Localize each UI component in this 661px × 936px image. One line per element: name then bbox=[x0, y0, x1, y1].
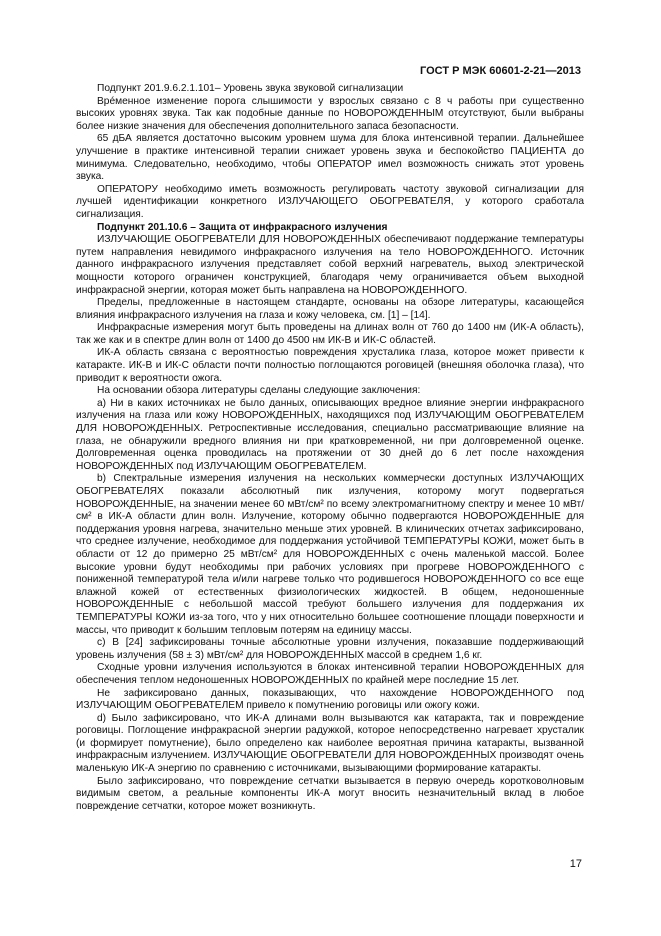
paragraph: Врéменное изменение порога слышимости у взрослых связано с 8 ч работы при существенно высоких уровнях звука. Так как подобные данные по НОВОРОЖДЕННЫМ отсутствуют, были выбраны более низкие значения для обеспечения дополнительного запаса безопасности. bbox=[76, 95, 584, 132]
paragraph: Не зафиксировано данных, показывающих, что нахождение НОВОРОЖДЕННОГО под ИЗЛУЧАЮЩИМ ОБОГРЕВАТЕЛЕМ привело к помутнению роговицы или ожогу кожи. bbox=[76, 687, 584, 712]
paragraph: Было зафиксировано, что повреждение сетчатки вызывается в первую очередь коротковолновым видимым светом, а реальные компоненты ИК-А могут вносить незначительный вклад в любое повреждение сетчатки, которое может возникнуть. bbox=[76, 775, 584, 812]
paragraph: ИК-А область связана с вероятностью повреждения хрусталика глаза, которое может привести к катаракте. ИК-В и ИК-С области почти полностью поглощаются роговицей (внешняя оболочка глаза), что приводит к вероятности ожога. bbox=[76, 347, 584, 384]
paragraph: ОПЕРАТОРУ необходимо иметь возможность регулировать частоту звуковой сигнализации для лучшей идентификации конкретного ИЗЛУЧАЮЩЕГО ОБОГРЕВАТЕЛЯ, у которого сработала сигнализация. bbox=[76, 183, 584, 220]
paragraph: 65 дБА является достаточно высоким уровнем шума для блока интенсивной терапии. Дальнейшее улучшение в практике интенсивной терапии снижает уровень звука и беспокойство ПАЦИЕНТА до минимума. Следовательно, необходимо, чтобы ОПЕРАТОР имел возможность снижать этот уровень звука. bbox=[76, 133, 584, 183]
paragraph: Сходные уровни излучения используются в блоках интенсивной терапии НОВОРОЖДЕННЫХ для обеспечения теплом недоношенных НОВОРОЖДЕННЫХ по крайней мере последние 15 лет. bbox=[76, 662, 584, 686]
section-heading: Подпункт 201.10.6 – Защита от инфракрасного излучения bbox=[97, 221, 388, 233]
list-item-b: b) Спектральные измерения излучения на нескольких коммерчески доступных ИЗЛУЧАЮЩИХ ОБОГРЕВАТЕЛЯХ показали абсолютный пик излучения, которому могут подвергаться НОВОРОЖДЕННЫЕ, на значении менее 60 мВт/см² по всему электромагнитному спектру и менее 10 мВт/см² в ИК-А области длин волн. Излучение, которому обычно подвергаются НОВОРОЖДЕННЫЕ для поддержания уровня нагрева, значительно меньше этих уровней. В клинических отчетах зафиксировано, что среднее излучение, необходимое для поддержания устойчивой ТЕМПЕРАТУРЫ КОЖИ, может быть в области от 12 до примерно 25 мВт/см² для НОВОРОЖДЕННЫХ с очень маленькой массой. Более высокие уровни будут необходимы при рабочих условиях при прогреве НОВОРОЖДЕННОГО с пониженной температурой тела и/или нагреве только что родившегося НОВОРОЖДЕННОГО со все еще влажной кожей от естественных физиологических жидкостей. В общем, недоношенные НОВОРОЖДЕННЫЕ с небольшой массой требуют большего излучения для поддержания их ТЕМПЕРАТУРЫ КОЖИ из-за того, что у них относительно большее соотношение площади поверхности и массы, что приводит к большим тепловым потерям на единицу массы. bbox=[76, 473, 584, 636]
list-item-a: а) Ни в каких источниках не было данных, описывающих вредное влияние энергии инфракрасного излучения на глаза или кожу НОВОРОЖДЕННЫХ, находящихся под ИЗЛУЧАЮЩИМ ОБОГРЕВАТЕЛЕМ ДЛЯ НОВОРОЖДЕННЫХ. Ретроспективные исследования, специально рассматривающие влияние на глаза, не обнаружили вредного влияния ни при кратковременной, ни при долговременной оценке. Долговременная оценка проводилась на протяжении от 30 дней до 6 лет после нахождения НОВОРОЖДЕННЫХ под ИЗЛУЧАЮЩИМ ОБОГРЕВАТЕЛЕМ. bbox=[76, 397, 584, 472]
page-number: 17 bbox=[569, 858, 582, 870]
paragraph: Подпункт 201.9.6.2.1.101– Уровень звука звуковой сигнализации bbox=[97, 83, 404, 94]
paragraph: ИЗЛУЧАЮЩИЕ ОБОГРЕВАТЕЛИ ДЛЯ НОВОРОЖДЕННЫХ обеспечивают поддержание температуры путем направления невидимого инфракрасного излучения на тело НОВОРОЖДЕННОГО. Источник данного инфракрасного излучения представляет собой верхний нагреватель, выход электрической мощности которого ограничен конструкцией, благодаря чему ограничивается объем выходной инфракрасной энергии, которая может быть направлена на НОВОРОЖДЕННОГО. bbox=[76, 234, 584, 296]
paragraph: Пределы, предложенные в настоящем стандарте, основаны на обзоре литературы, касающейся влияния инфракрасного излучения на глаза и кожу человека, см. [1] – [14]. bbox=[76, 297, 584, 321]
list-item-c: с) В [24] зафиксированы точные абсолютные уровни излучения, показавшие поддерживающий уровень излучения (58 ± 3) мВт/см² для НОВОРОЖДЕННЫХ массой в среднем 1,6 кг. bbox=[76, 637, 584, 661]
document-body bbox=[76, 83, 584, 813]
paragraph: На основании обзора литературы сделаны следующие заключения: bbox=[97, 385, 421, 397]
document-header: ГОСТ Р МЭК 60601-2-21—2013 bbox=[420, 65, 581, 77]
paragraph: Инфракрасные измерения могут быть проведены на длинах волн от 760 до 1400 нм (ИК-А область), так же как и в спектре длин волн от 1400 до 4500 нм ИК-В и ИК-С областей. bbox=[76, 322, 584, 346]
list-item-d: d) Было зафиксировано, что ИК-А длинами волн вызываются как катаракта, так и повреждение роговицы. Поглощение инфракрасной энергии радужкой, которое непосредственно нагревает хрусталик (и формирует помутнение), было определено как наиболее вероятная причина катаракты, вызванной инфракрасным излучением. ИЗЛУЧАЮЩИЕ ОБОГРЕВАТЕЛИ ДЛЯ НОВОРОЖДЕННЫХ производят очень маленькую ИК-А энергию по сравнению с источниками, вызывающими формирование катаракты. bbox=[76, 712, 584, 775]
